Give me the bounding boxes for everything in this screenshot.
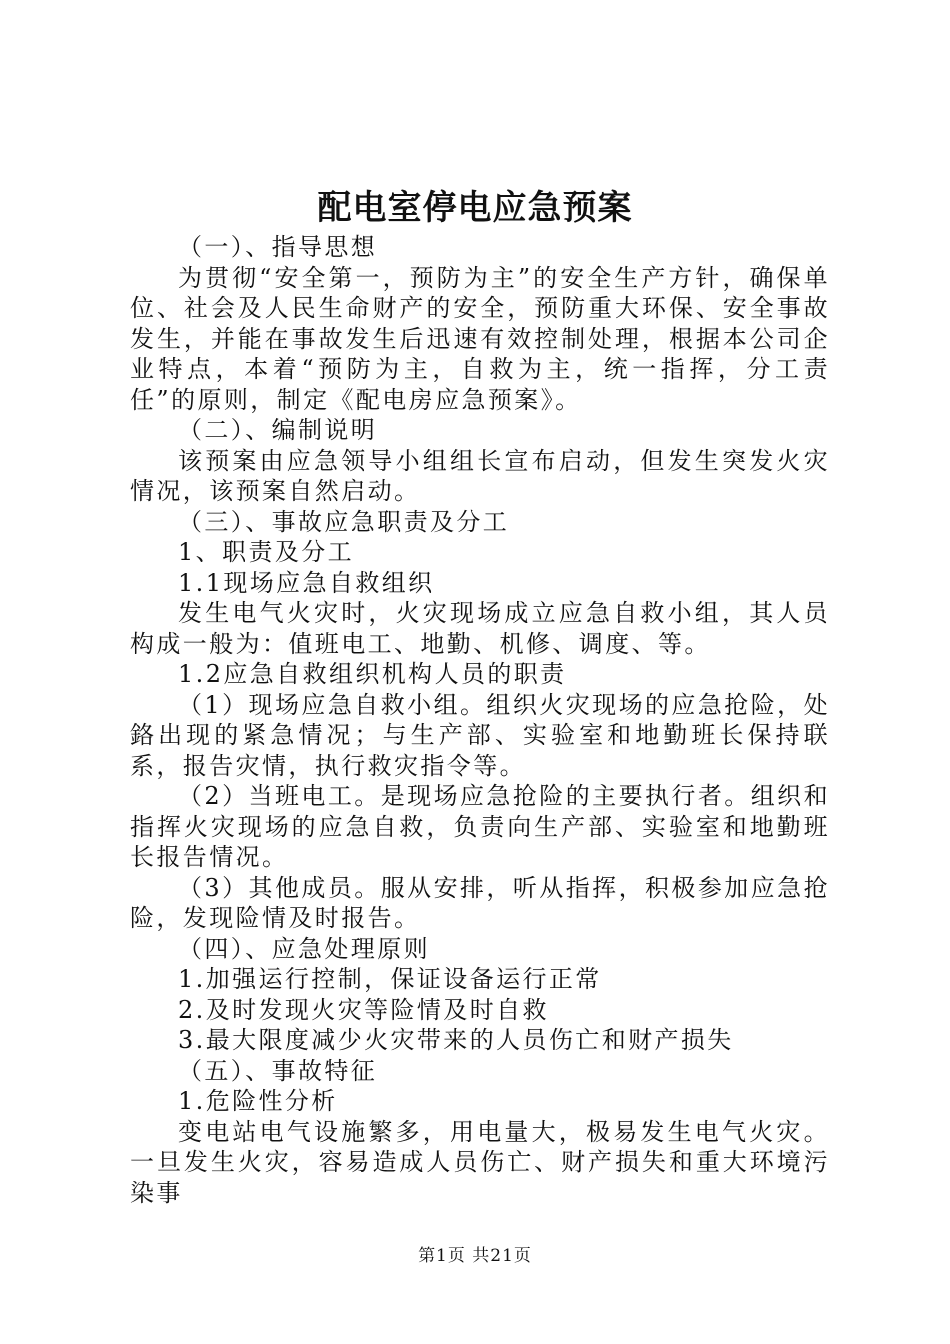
paragraph: （2）当班电工。是现场应急抢险的主要执行者。组织和指挥火灾现场的应急自救，负责向生产部、实验室和地勤班长报告情况。 bbox=[130, 782, 830, 871]
section-heading-1: （一）、指导思想 bbox=[178, 233, 378, 261]
paragraph: （3）其他成员。服从安排，听从指挥，积极参加应急抢险，发现险情及时报告。 bbox=[130, 873, 830, 932]
paragraph: （1）现场应急自救小组。组织火灾现场的应急抢险，处鉻出现的紧急情况；与生产部、实验室和地勤班长保持联系，报告灾情，执行救灾指令等。 bbox=[130, 690, 830, 780]
paragraph: 该预案由应急领导小组组长宣布启动，但发生突发火灾情况，该预案自然启动。 bbox=[130, 446, 830, 505]
paragraph: 变电站电气设施繁多，用电量大，极易发生电气火灾。一旦发生火灾，容易造成人员伤亡、财产损失和重大环境污染事 bbox=[130, 1117, 830, 1207]
paragraph: 发生电气火灾时，火灾现场成立应急自救小组，其人员构成一般为：值班电工、地勤、机修、调度、等。 bbox=[130, 599, 830, 658]
document-body bbox=[130, 232, 830, 1208]
subheading: 1.危险性分析 bbox=[178, 1087, 338, 1115]
page-footer: 第1页 共21页 bbox=[418, 1246, 532, 1266]
section-heading-4: （四）、应急处理原则 bbox=[178, 934, 430, 963]
paragraph: 为贯彻“安全第一，预防为主”的安全生产方针，确保单位、社会及人民生命财产的安全，预防重大环保、安全事故发生，并能在事故发生后迅速有效控制处理，根据本公司企业特点，本着“预防为主，自救为主，统一指挥，分工责任”的原则，制定《配电房应急预案》。 bbox=[130, 263, 830, 414]
subheading: 1.1现场应急自救组织 bbox=[178, 568, 435, 597]
subheading: 1、职责及分工 bbox=[178, 538, 355, 566]
section-heading-2: （二）、编制说明 bbox=[178, 416, 378, 444]
section-heading-3: （三）、事故应急职责及分工 bbox=[178, 507, 510, 536]
document-title: 配电室停电应急预案 bbox=[317, 188, 633, 228]
list-item: 2.及时发现火灾等险情及时自救 bbox=[178, 995, 549, 1024]
section-heading-5: （五）、事故特征 bbox=[178, 1056, 378, 1085]
list-item: 3.最大限度减少火灾带来的人员伤亡和财产损失 bbox=[178, 1026, 734, 1054]
subheading: 1.2应急自救组织机构人员的职责 bbox=[178, 660, 567, 688]
list-item: 1.加强运行控制，保证设备运行正常 bbox=[178, 965, 602, 993]
